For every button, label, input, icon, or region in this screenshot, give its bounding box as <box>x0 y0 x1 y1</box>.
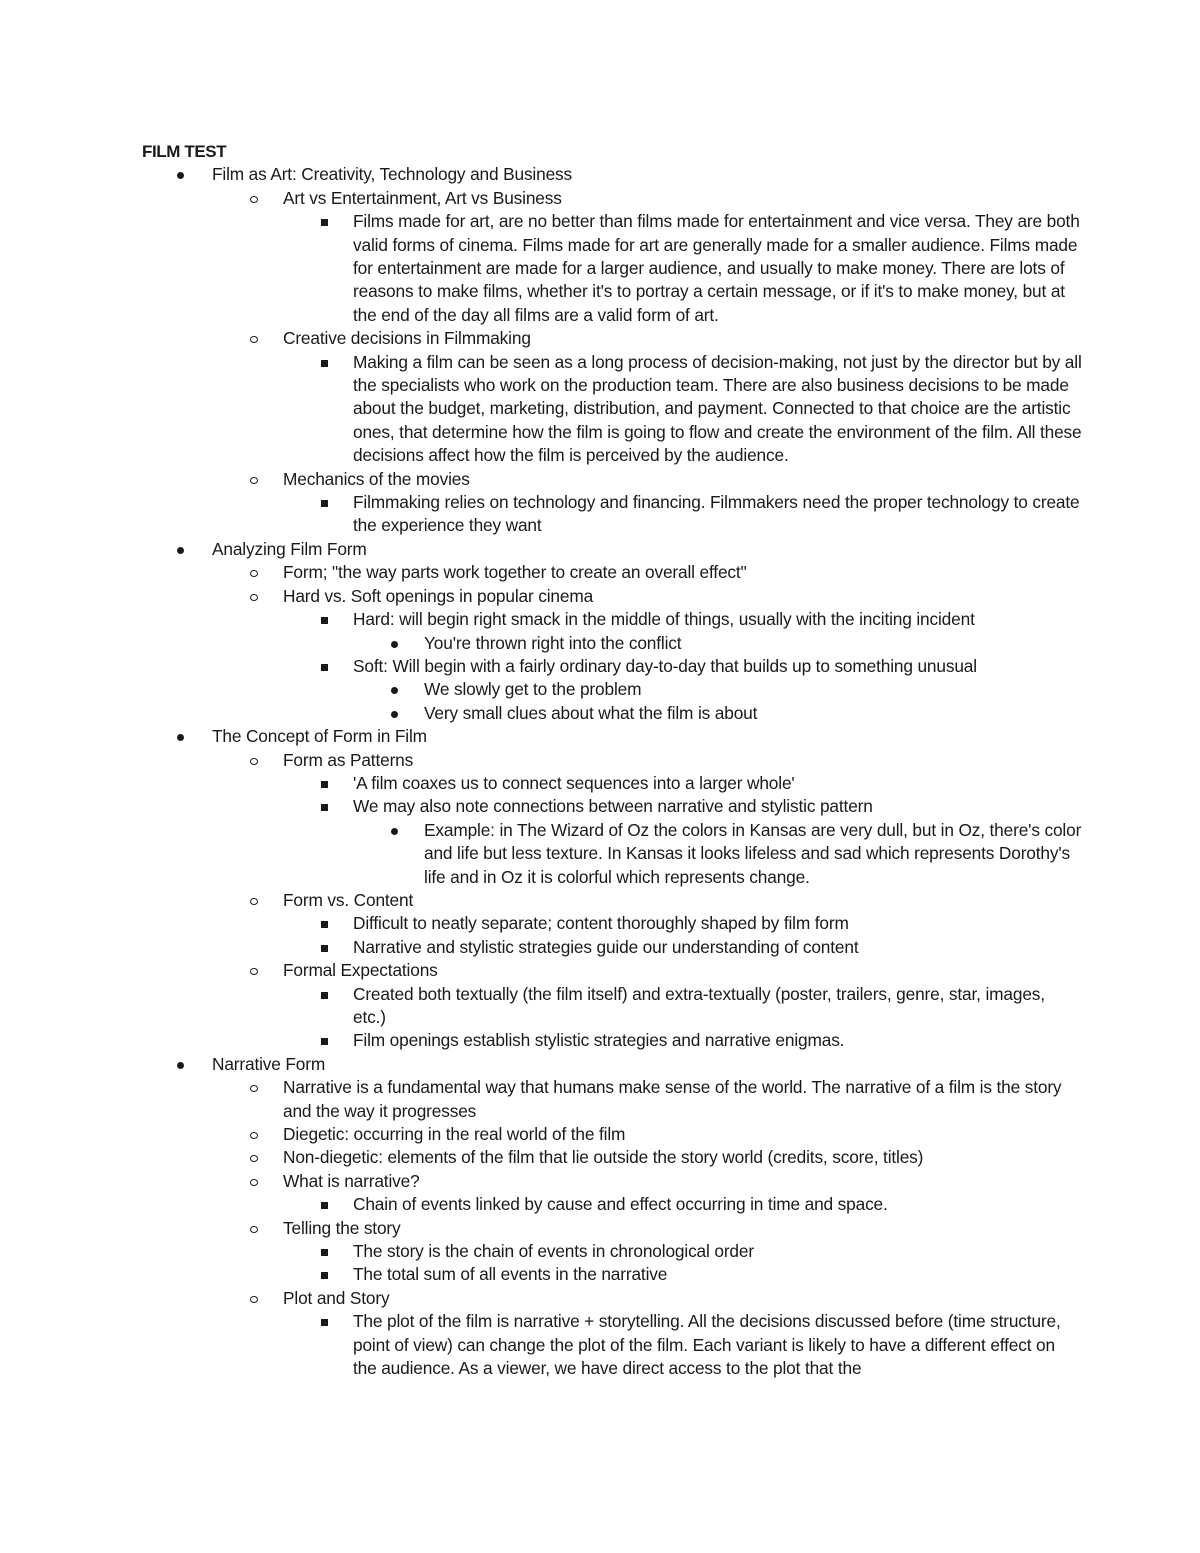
detail-item-text: You're thrown right into the conflict <box>424 632 682 653</box>
point-list <box>142 983 1082 1053</box>
bullet-circle-icon <box>248 327 260 350</box>
subtopic-item <box>142 959 1082 982</box>
point-item <box>142 210 1082 327</box>
bullet-circle-icon <box>248 1123 260 1146</box>
bullet-square-icon <box>318 1193 330 1216</box>
subtopic-item-text: Form; "the way parts work together to create an overall effect" <box>283 562 747 583</box>
point-item <box>142 772 1082 795</box>
bullet-circle-icon <box>248 959 260 982</box>
section-heading <box>142 725 1082 748</box>
bullet-circle-icon <box>248 585 260 608</box>
subtopic-item-text: Plot and Story <box>283 1287 390 1308</box>
subtopic-item <box>142 749 1082 772</box>
subtopic-item-text: Narrative is a fundamental way that humans make sense of the world. The narrative of a film is the story and the way it progresses <box>283 1077 1062 1121</box>
bullet-dot-icon <box>175 1053 187 1076</box>
point-list <box>142 351 1082 468</box>
point-item-text: Created both textually (the film itself) and extra-textually (poster, trailers, genre, star, images, etc.) <box>353 983 1045 1028</box>
subtopic-item <box>142 1146 1082 1169</box>
subtopic-item <box>142 1217 1082 1240</box>
bullet-square-icon <box>318 1310 330 1333</box>
detail-item-text: Example: in The Wizard of Oz the colors in Kansas are very dull, but in Oz, there's color and life but less texture. In Kansas it looks lifeless and sad which represents Dorothy's life and in Oz it is colorful which represents change. <box>424 819 1082 887</box>
point-item-text: Film openings establish stylistic strategies and narrative enigmas. <box>353 1030 845 1051</box>
subtopic-item <box>142 1076 1082 1123</box>
point-list <box>142 608 1082 725</box>
point-item <box>142 936 1082 959</box>
point-item <box>142 1310 1082 1380</box>
point-item-text: The total sum of all events in the narrative <box>353 1264 668 1285</box>
point-item <box>142 351 1082 468</box>
bullet-square-icon <box>318 983 330 1006</box>
subtopic-item <box>142 327 1082 350</box>
subtopic-item-text: Form as Patterns <box>283 749 414 770</box>
point-item-text: The plot of the film is narrative + storytelling. All the decisions discussed before (time structure, point of view) can change the plot of the film. Each variant is likely to have a different effect on the audience. As a viewer, we have direct access to the plot that the <box>353 1311 1061 1379</box>
bullet-square-icon <box>318 491 330 514</box>
detail-list <box>142 678 1082 725</box>
point-item <box>142 1263 1082 1286</box>
bullet-square-icon <box>318 1029 330 1052</box>
bullet-square-icon <box>318 936 330 959</box>
point-item-text: 'A film coaxes us to connect sequences into a larger whole' <box>353 772 795 793</box>
bullet-square-icon <box>318 772 330 795</box>
point-item-text: Soft: Will begin with a fairly ordinary day-to-day that builds up to something unusual <box>353 655 977 676</box>
section-heading <box>142 163 1082 186</box>
point-list <box>142 1310 1082 1380</box>
detail-item-text: We slowly get to the problem <box>424 679 642 700</box>
document-title: FILM TEST <box>142 142 227 161</box>
bullet-square-icon <box>318 608 330 631</box>
point-item-text: Difficult to neatly separate; content thoroughly shaped by film form <box>353 913 849 934</box>
bullet-dot-icon <box>175 163 187 186</box>
bullet-dot-icon <box>389 632 401 655</box>
point-item <box>142 1193 1082 1216</box>
bullet-square-icon <box>318 1240 330 1263</box>
detail-item <box>142 702 1082 725</box>
detail-item <box>142 678 1082 701</box>
bullet-circle-icon <box>248 1170 260 1193</box>
bullet-square-icon <box>318 210 330 233</box>
subtopic-list <box>142 187 1082 538</box>
bullet-circle-icon <box>248 1217 260 1240</box>
point-list <box>142 912 1082 959</box>
bullet-circle-icon <box>248 468 260 491</box>
outline-list <box>142 163 1082 1380</box>
section-heading <box>142 538 1082 561</box>
point-item <box>142 608 1082 631</box>
point-item-text: The story is the chain of events in chronological order <box>353 1241 754 1262</box>
subtopic-item <box>142 585 1082 608</box>
subtopic-item-text: Formal Expectations <box>283 960 438 981</box>
subtopic-item-text: Creative decisions in Filmmaking <box>283 328 531 349</box>
detail-list <box>142 632 1082 655</box>
bullet-square-icon <box>318 795 330 818</box>
section-heading <box>142 1053 1082 1076</box>
point-list <box>142 772 1082 889</box>
point-item <box>142 795 1082 818</box>
bullet-circle-icon <box>248 1146 260 1169</box>
point-item-text: Filmmaking relies on technology and financing. Filmmakers need the proper technology to create the experience they want <box>353 492 1080 536</box>
subtopic-item <box>142 468 1082 491</box>
point-list <box>142 1193 1082 1216</box>
bullet-square-icon <box>318 351 330 374</box>
detail-item-text: Very small clues about what the film is about <box>424 702 758 723</box>
subtopic-item-text: What is narrative? <box>283 1170 420 1191</box>
point-item <box>142 912 1082 935</box>
detail-list <box>142 819 1082 889</box>
bullet-square-icon <box>318 912 330 935</box>
detail-item <box>142 819 1082 889</box>
point-item <box>142 983 1082 1030</box>
subtopic-item <box>142 1170 1082 1193</box>
bullet-dot-icon <box>389 678 401 701</box>
section-heading-text: Narrative Form <box>212 1053 326 1074</box>
detail-item <box>142 632 1082 655</box>
bullet-square-icon <box>318 655 330 678</box>
subtopic-item-text: Art vs Entertainment, Art vs Business <box>283 187 562 208</box>
subtopic-list <box>142 1076 1082 1380</box>
subtopic-item <box>142 1287 1082 1310</box>
point-item-text: Making a film can be seen as a long process of decision-making, not just by the director but by all the specialists who work on the production team. There are also business decisions to be made about the budget, marketing, distribution, and payment. Connected to that choice are the artistic ones, that determine how the film is going to flow and create the environment of the film. All these decisions affect how the film is perceived by the audience. <box>353 351 1082 466</box>
point-item-text: Hard: will begin right smack in the middle of things, usually with the inciting incident <box>353 609 975 630</box>
subtopic-item-text: Diegetic: occurring in the real world of the film <box>283 1124 626 1145</box>
section-heading-text: Film as Art: Creativity, Technology and Business <box>212 164 573 185</box>
point-item-text: Chain of events linked by cause and effect occurring in time and space. <box>353 1194 888 1215</box>
bullet-circle-icon <box>248 749 260 772</box>
section-heading-text: The Concept of Form in Film <box>212 726 427 747</box>
subtopic-list <box>142 561 1082 725</box>
bullet-dot-icon <box>175 538 187 561</box>
point-item <box>142 655 1082 678</box>
subtopic-item <box>142 187 1082 210</box>
subtopic-item-text: Mechanics of the movies <box>283 468 470 489</box>
section-heading-text: Analyzing Film Form <box>212 538 367 559</box>
subtopic-item <box>142 889 1082 912</box>
point-item <box>142 491 1082 538</box>
subtopic-item-text: Hard vs. Soft openings in popular cinema <box>283 585 594 606</box>
subtopic-list <box>142 749 1082 1053</box>
point-item <box>142 1029 1082 1052</box>
bullet-dot-icon <box>389 819 401 842</box>
subtopic-item <box>142 561 1082 584</box>
point-item-text: Narrative and stylistic strategies guide our understanding of content <box>353 936 859 957</box>
point-item <box>142 1240 1082 1263</box>
point-item-text: Films made for art, are no better than films made for entertainment and vice versa. They are both valid forms of cinema. Films made for art are generally made for a smaller audience. Films made for entertainment are made for a larger audience, and usually to make money. There are lots of reasons to make films, whether it's to portray a certain message, or if it's to make money, but at the end of the day all films are a valid form of art. <box>353 211 1080 325</box>
point-list <box>142 491 1082 538</box>
bullet-circle-icon <box>248 889 260 912</box>
subtopic-item-text: Form vs. Content <box>283 889 414 910</box>
bullet-dot-icon <box>175 725 187 748</box>
bullet-circle-icon <box>248 1076 260 1099</box>
document-page <box>142 140 1082 1381</box>
subtopic-item-text: Telling the story <box>283 1217 401 1238</box>
point-list <box>142 1240 1082 1287</box>
bullet-circle-icon <box>248 1287 260 1310</box>
bullet-circle-icon <box>248 561 260 584</box>
point-list <box>142 210 1082 327</box>
point-item-text: We may also note connections between narrative and stylistic pattern <box>353 796 873 817</box>
bullet-circle-icon <box>248 187 260 210</box>
subtopic-item-text: Non-diegetic: elements of the film that lie outside the story world (credits, score, titles) <box>283 1147 924 1168</box>
bullet-square-icon <box>318 1263 330 1286</box>
subtopic-item <box>142 1123 1082 1146</box>
bullet-dot-icon <box>389 702 401 725</box>
